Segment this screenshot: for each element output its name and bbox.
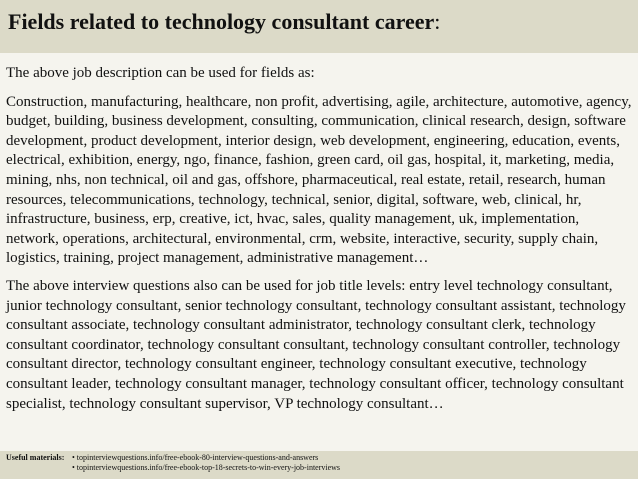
job-levels-paragraph: The above interview questions also can be used for job title levels: entry level technology consultant, junior technology consultant, senior technology consultant, technology consultant assistant, technology consultant associate, technology consultant administrator, technology consultant clerk, technology consultant coordinator, technology consultant consultant, technology consultant controller, technology consultant director, technology consultant engineer, technology consultant executive, technology consultant leader, technology consultant manager, technology consultant officer, technology consultant specialist, technology consultant supervisor, VP technology consultant… xyxy=(6,277,626,412)
slide-title-colon: : xyxy=(434,9,441,34)
footer-row-2 xyxy=(6,463,638,473)
slide-title xyxy=(0,0,638,53)
intro-text: The above job description can be used for fields as: xyxy=(6,65,315,81)
footer-link-18-secrets[interactable]: • topinterviewquestions.info/free-ebook-top-18-secrets-to-win-every-job-interviews xyxy=(72,463,341,472)
footer-row-1 xyxy=(6,453,638,463)
footer xyxy=(0,451,638,479)
fields-paragraph: Construction, manufacturing, healthcare, non profit, advertising, agile, architecture, automotive, agency, budget, building, business development, consulting, communication, clinical research, design, software development, product development, interior design, web development, engineering, education, events, electrical, exhibition, energy, ngo, finance, fashion, green card, oil gas, hospital, it, marketing, media, mining, nhs, non technical, oil and gas, offshore, pharmaceutical, real estate, retail, research, human resources, telecommunications, technology, technical, senior, digital, software, web, clinical, hr, infrastructure, business, erp, creative, ict, hvac, sales, quality management, uk, implementation, network, operations, architectural, environmental, crm, website, interactive, security, supply chain, logistics, training, project management, administrative management… xyxy=(6,93,632,267)
slide-body xyxy=(0,53,638,451)
footer-link-80-questions[interactable]: • topinterviewquestions.info/free-ebook-80-interview-questions-and-answers xyxy=(72,453,319,462)
useful-materials-label: Useful materials: xyxy=(6,453,65,462)
slide-title-text: Fields related to technology consultant career xyxy=(8,9,435,34)
